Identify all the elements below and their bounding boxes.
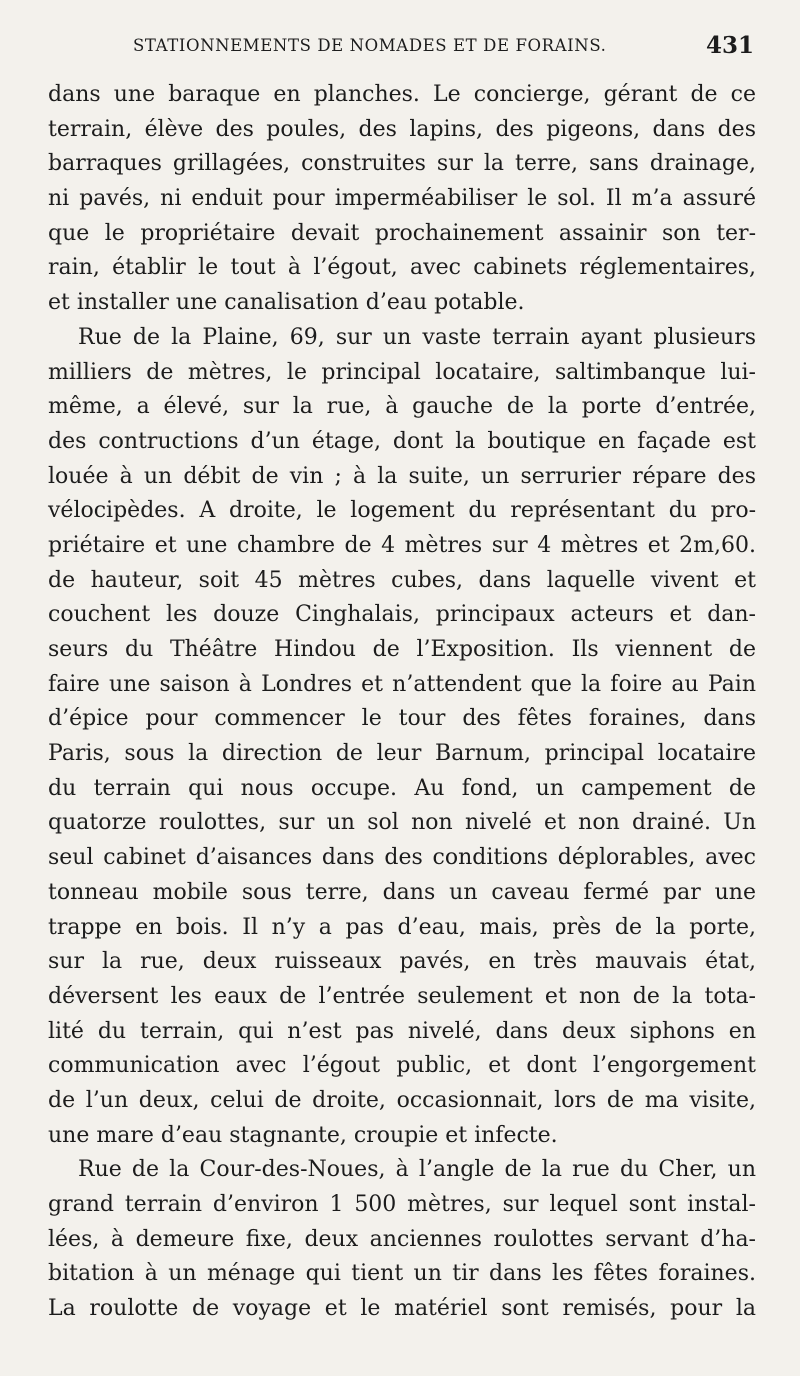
text-line: de hauteur, soit 45 mètres cubes, dans laquelle vivent et <box>48 567 756 593</box>
text-line: vélocipèdes. A droite, le logement du représentant du pro- <box>48 498 756 524</box>
text-line: trappe en bois. Il n’y a pas d’eau, mais, près de la porte, <box>48 914 756 940</box>
text-line: communication avec l’égout public, et dont l’engorgement <box>48 1053 756 1079</box>
text-line: du terrain qui nous occupe. Au fond, un campement de <box>48 775 756 801</box>
text-line: ni pavés, ni enduit pour imperméabiliser le sol. Il m’a assuré <box>48 186 756 212</box>
text-line: La roulotte de voyage et le matériel sont remisés, pour la <box>48 1296 756 1322</box>
text-line: une mare d’eau stagnante, croupie et infecte. <box>48 1122 558 1148</box>
text-line: et installer une canalisation d’eau potable. <box>48 290 525 316</box>
text-line: dans une baraque en planches. Le concierge, gérant de ce <box>48 82 756 107</box>
text-line: sur la rue, deux ruisseaux pavés, en très mauvais état, <box>48 949 756 975</box>
running-head <box>0 32 800 60</box>
text-line: terrain, élève des poules, des lapins, des pigeons, dans des <box>48 116 756 142</box>
text-line: seurs du Théâtre Hindou de l’Exposition. Ils viennent de <box>48 637 756 662</box>
text-line: barraques grillagées, construites sur la terre, sans drainage, <box>48 151 756 177</box>
text-line: déversent les eaux de l’entrée seulement et non de la tota- <box>48 983 756 1009</box>
text-line: Rue de la Cour-des-Noues, à l’angle de la rue du Cher, un <box>78 1157 756 1183</box>
text-line: de l’un deux, celui de droite, occasionnait, lors de ma visite, <box>48 1087 756 1113</box>
text-line: que le propriétaire devait prochainement assainir son ter- <box>48 220 756 246</box>
text-line: Paris, sous la direction de leur Barnum, principal locataire <box>48 741 756 767</box>
text-line: tonneau mobile sous terre, dans un caveau fermé par une <box>48 879 756 905</box>
text-line: rain, établir le tout à l’égout, avec cabinets réglementaires, <box>48 255 756 281</box>
text-line: priétaire et une chambre de 4 mètres sur 4 mètres et 2m,60. <box>48 532 756 558</box>
text-line: lées, à demeure fixe, deux anciennes roulottes servant d’ha- <box>48 1226 756 1252</box>
text-line: couchent les douze Cinghalais, principaux acteurs et dan- <box>48 602 756 628</box>
text-line: grand terrain d’environ 1 500 mètres, sur lequel sont instal- <box>48 1192 756 1217</box>
body-text <box>48 78 756 1327</box>
text-line: même, a élevé, sur la rue, à gauche de la porte d’entrée, <box>48 394 756 420</box>
text-line: Rue de la Plaine, 69, sur un vaste terrain ayant plusieurs <box>78 324 756 350</box>
text-line: faire une saison à Londres et n’attendent que la foire au Pain <box>48 671 756 697</box>
text-line: d’épice pour commencer le tour des fêtes foraines, dans <box>48 706 756 732</box>
running-title: STATIONNEMENTS DE NOMADES ET DE FORAINS. <box>133 36 607 55</box>
paragraph <box>48 321 756 1154</box>
page-number: 431 <box>706 32 755 59</box>
paragraph <box>48 1153 756 1326</box>
text-line: quatorze roulottes, sur un sol non nivelé et non drainé. Un <box>48 810 756 836</box>
text-line: milliers de mètres, le principal locataire, saltimbanque lui- <box>48 359 756 385</box>
paragraph <box>48 78 756 321</box>
text-line: des contructions d’un étage, dont la boutique en façade est <box>48 428 756 454</box>
text-line: louée à un débit de vin ; à la suite, un serrurier répare des <box>48 463 756 489</box>
text-line: seul cabinet d’aisances dans des conditions déplorables, avec <box>48 845 756 871</box>
text-line: lité du terrain, qui n’est pas nivelé, dans deux siphons en <box>48 1018 756 1044</box>
text-line: bitation à un ménage qui tient un tir dans les fêtes foraines. <box>48 1261 756 1287</box>
